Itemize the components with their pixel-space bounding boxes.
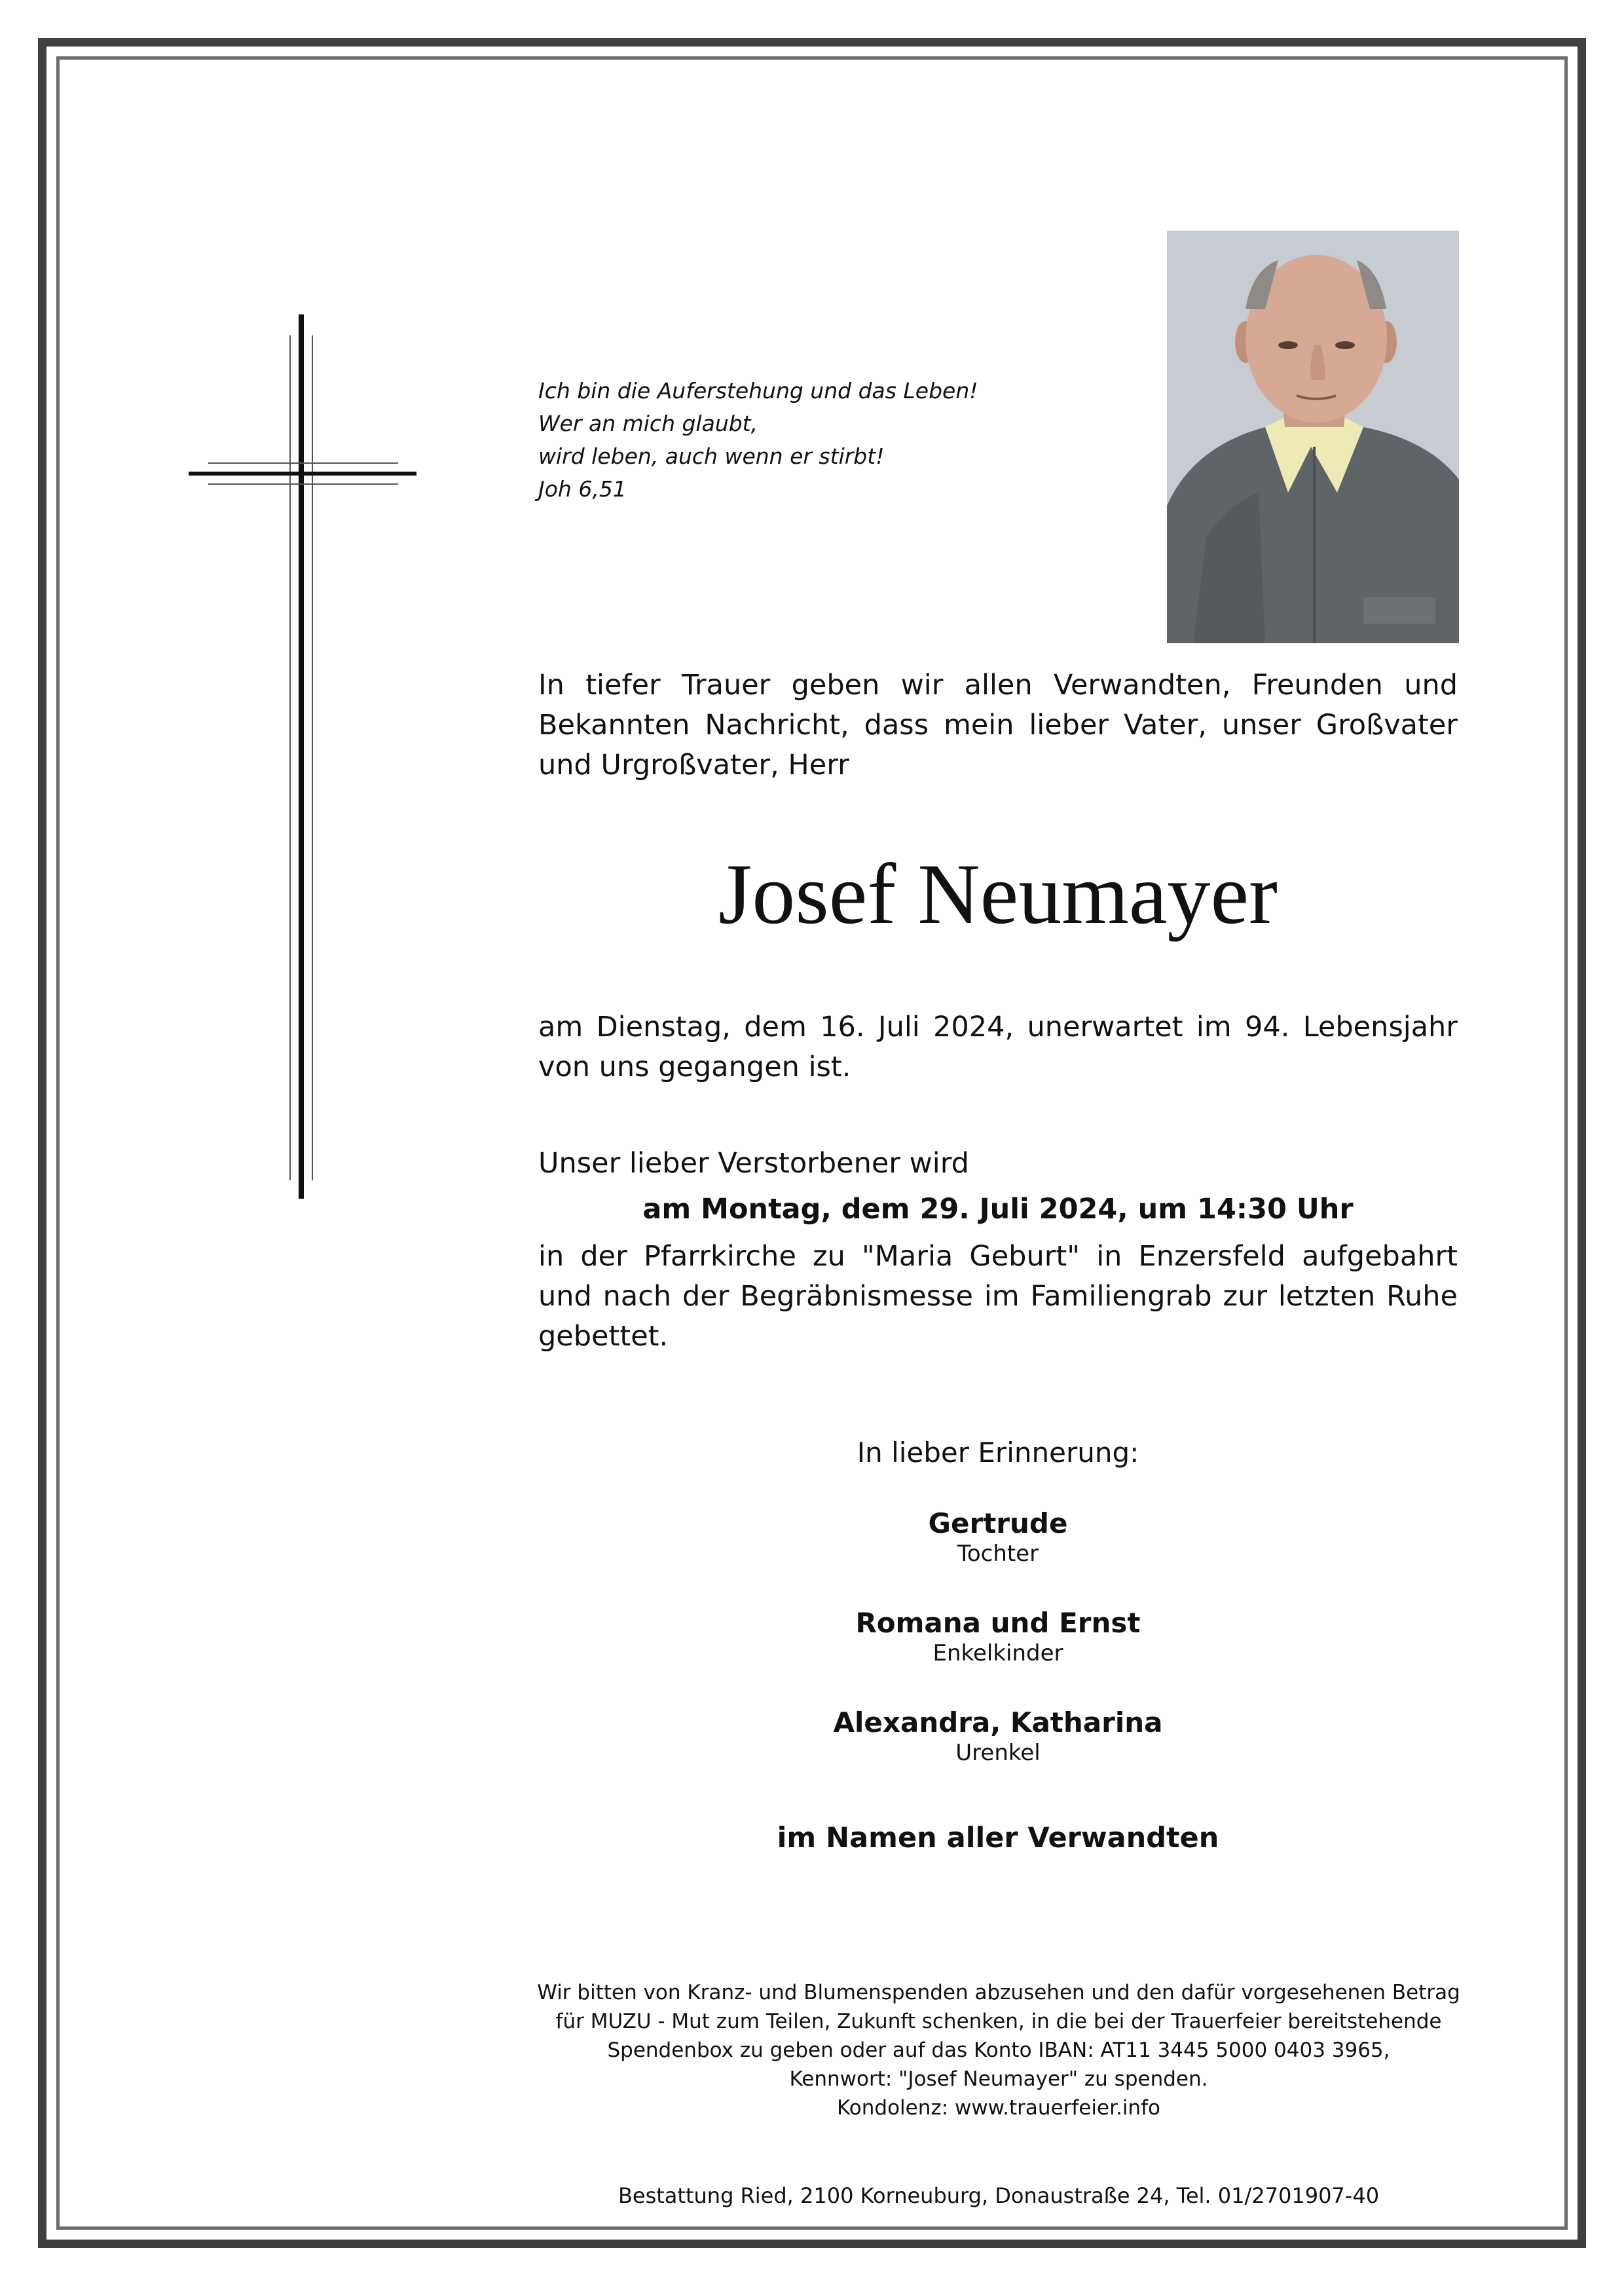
bible-verse bbox=[538, 375, 1128, 506]
donation-line: Spendenbox zu geben oder auf das Konto IBAN: AT11 3445 5000 0403 3965, bbox=[607, 2038, 1390, 2062]
condolence-link: Kondolenz: www.trauerfeier.info bbox=[837, 2096, 1160, 2120]
funeral-home-footer: Bestattung Ried, 2100 Korneuburg, Donaustraße 24, Tel. 01/2701907-40 bbox=[618, 2183, 1380, 2208]
relative-name: Romana und Ernst bbox=[855, 1607, 1141, 1639]
donation-notice bbox=[498, 1978, 1500, 2122]
relative-role: Enkelkinder bbox=[932, 1640, 1063, 1666]
verse-line: Wer an mich glaubt, bbox=[538, 411, 758, 436]
relative-role: Urenkel bbox=[955, 1740, 1041, 1766]
relative-name: Alexandra, Katharina bbox=[833, 1706, 1163, 1738]
funeral-details: in der Pfarrkirche zu "Maria Geburt" in Enzersfeld aufgebahrt und nach der Begräbnismesse im Familiengrab zur letzten Ruhe gebettet. bbox=[538, 1240, 1458, 1353]
portrait-photo bbox=[1167, 231, 1459, 643]
deceased-name: Josef Neumayer bbox=[718, 846, 1278, 942]
relative-entry bbox=[538, 1507, 1458, 1567]
relative-entry bbox=[538, 1606, 1458, 1666]
closing-line: im Namen aller Verwandten bbox=[777, 1822, 1219, 1854]
relative-name: Gertrude bbox=[928, 1507, 1068, 1539]
donation-line: für MUZU - Mut zum Teilen, Zukunft schenken, in die bei der Trauerfeier bereitstehende bbox=[555, 2010, 1442, 2033]
donation-line: Kennwort: "Josef Neumayer" zu spenden. bbox=[789, 2067, 1208, 2091]
donation-line: Wir bitten von Kranz- und Blumenspenden abzusehen und den dafür vorgesehenen Betrag bbox=[537, 1981, 1460, 2004]
death-notice-paragraph: am Dienstag, dem 16. Juli 2024, unerwartet im 94. Lebensjahr von uns gegangen ist. bbox=[538, 1011, 1458, 1083]
memory-heading: In lieber Erinnerung: bbox=[857, 1436, 1139, 1469]
verse-line: wird leben, auch wenn er stirbt! bbox=[538, 443, 885, 469]
relative-role: Tochter bbox=[957, 1541, 1039, 1567]
verse-line: Ich bin die Auferstehung und das Leben! bbox=[538, 378, 978, 404]
announcement-paragraph: In tiefer Trauer geben wir allen Verwandten, Freunden und Bekannten Nachricht, dass mein lieber Vater, unser Großvater und Urgroßvater, Herr bbox=[538, 669, 1458, 781]
verse-reference: Joh 6,51 bbox=[538, 476, 627, 502]
funeral-intro: Unser lieber Verstorbener wird bbox=[538, 1147, 969, 1180]
relative-entry bbox=[538, 1706, 1458, 1766]
cross-icon bbox=[183, 314, 419, 1205]
funeral-datetime: am Montag, dem 29. Juli 2024, um 14:30 Uhr bbox=[642, 1193, 1354, 1226]
